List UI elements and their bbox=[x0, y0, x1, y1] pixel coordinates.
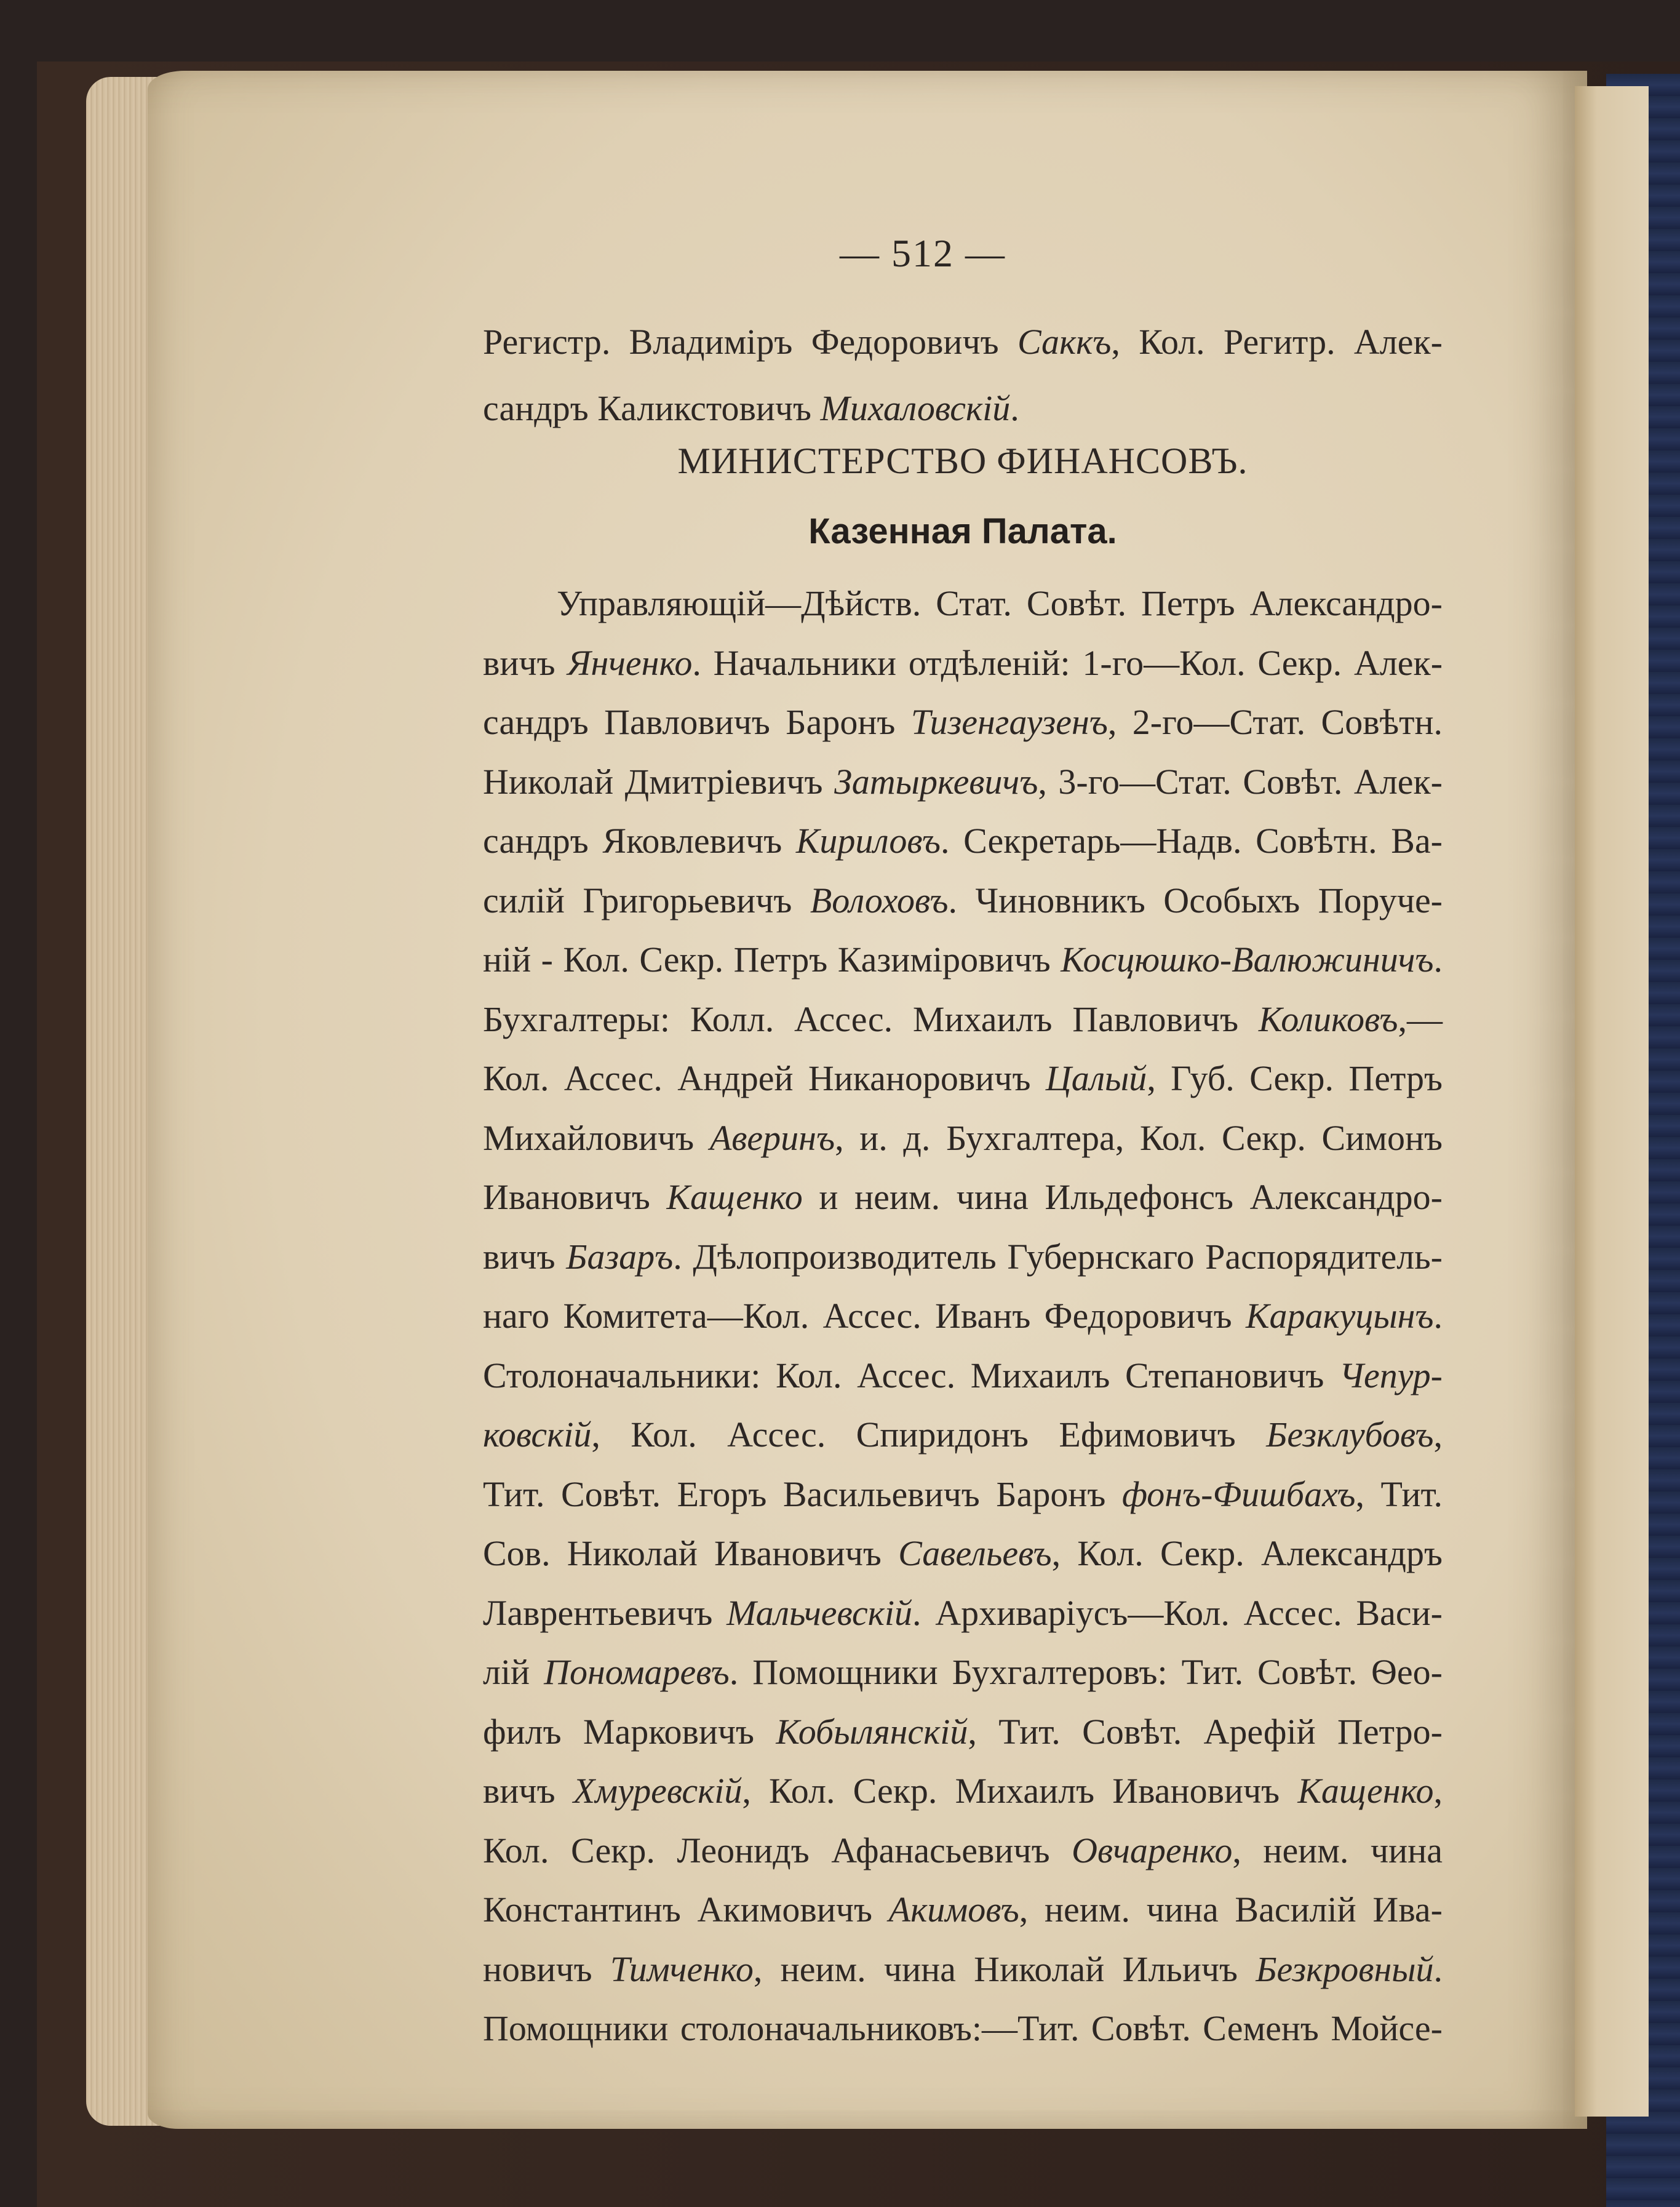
italic-surname: Затыркевичъ bbox=[834, 761, 1038, 802]
text-line bbox=[483, 1235, 1443, 1279]
italic-surname: Кащенко bbox=[666, 1177, 803, 1217]
italic-surname: Кириловъ bbox=[795, 821, 941, 861]
italic-surname: фонъ-Фишбахъ bbox=[1121, 1474, 1356, 1514]
text-run: . bbox=[1433, 940, 1443, 980]
text-run: . bbox=[1433, 1296, 1443, 1336]
text-run: Ивановичъ bbox=[483, 1177, 667, 1217]
italic-surname: Волоховъ bbox=[810, 880, 949, 920]
italic-surname: Безкровный bbox=[1256, 1949, 1434, 1989]
text-line bbox=[483, 1947, 1443, 1992]
text-run: , 3-го—Стат. Совѣт. Алек- bbox=[1038, 761, 1443, 802]
italic-surname: Коликовъ bbox=[1258, 999, 1398, 1039]
text-run: . Дѣлопроизводитель Губернскаго Распорядитель- bbox=[673, 1236, 1443, 1277]
facing-page-strip bbox=[1575, 86, 1649, 2117]
text-run: . Помощники Бухгалтеровъ: Тит. Совѣт. Ѳео- bbox=[729, 1652, 1443, 1692]
text-line bbox=[483, 1413, 1443, 1457]
text-run: , неим. чина bbox=[1232, 1830, 1443, 1870]
text-run: Кол. Ассес. Андрей Никаноровичъ bbox=[483, 1058, 1046, 1098]
text-run: филъ Марковичъ bbox=[483, 1711, 776, 1752]
text-line bbox=[483, 997, 1443, 1042]
text-line bbox=[483, 1056, 1443, 1101]
italic-surname: Тимченко bbox=[610, 1949, 754, 1989]
text-run: , Кол. Ассес. Спиридонъ Ефимовичъ bbox=[591, 1415, 1267, 1455]
text-run: Регистр. Владиміръ Федоровичъ bbox=[483, 322, 1017, 362]
text-run: , Тит. Совѣт. Арефій Петро- bbox=[968, 1711, 1443, 1752]
italic-surname: Михаловскій bbox=[820, 388, 1011, 428]
page-number: — 512 — bbox=[840, 231, 1006, 275]
text-run: , 2-го—Стат. Совѣтн. bbox=[1107, 702, 1443, 742]
text-run: , Кол. Секр. Александръ bbox=[1051, 1533, 1443, 1573]
text-line bbox=[483, 1175, 1443, 1219]
text-line bbox=[483, 1472, 1443, 1517]
text-run: ній - Кол. Секр. Петръ Казиміровичъ bbox=[483, 940, 1061, 980]
text-run: новичъ bbox=[483, 1949, 610, 1989]
ministry-heading: МИНИСТЕРСТВО ФИНАНСОВЪ. bbox=[677, 441, 1248, 481]
text-run: силій Григорьевичъ bbox=[483, 880, 810, 920]
italic-surname: Кащенко bbox=[1297, 1771, 1434, 1811]
text-run: ,— bbox=[1398, 999, 1443, 1039]
text-run: вичъ bbox=[483, 642, 568, 683]
italic-surname: Косцюшко-Валюжиничъ bbox=[1061, 940, 1434, 980]
text-run: вичъ bbox=[483, 1236, 567, 1277]
text-run: , bbox=[1433, 1415, 1443, 1455]
text-run: Управляющій—Дѣйств. Стат. Совѣт. Петръ Александро- bbox=[557, 583, 1443, 623]
text-line bbox=[483, 2006, 1443, 2051]
text-run: Константинъ Акимовичъ bbox=[483, 1890, 889, 1930]
text-line bbox=[483, 1650, 1443, 1694]
text-line bbox=[483, 1294, 1443, 1338]
text-run: . bbox=[1433, 1949, 1443, 1989]
text-line bbox=[483, 1531, 1443, 1576]
text-line bbox=[483, 1829, 1443, 1873]
text-run: и неим. чина Ильдефонсъ Александро- bbox=[802, 1177, 1443, 1217]
text-run: , неим. чина Николай Ильичъ bbox=[753, 1949, 1256, 1989]
italic-surname: Чепур- bbox=[1339, 1355, 1443, 1395]
text-run: Михайловичъ bbox=[483, 1117, 710, 1158]
text-line bbox=[483, 760, 1443, 804]
text-line bbox=[483, 938, 1443, 982]
text-run: лій bbox=[483, 1652, 544, 1692]
italic-surname: Овчаренко bbox=[1072, 1830, 1233, 1870]
text-run: Столоначальники: Кол. Ассес. Михаилъ Степановичъ bbox=[483, 1355, 1339, 1395]
italic-surname: Янченко bbox=[567, 642, 693, 683]
italic-surname: Хмуревскій bbox=[573, 1771, 742, 1811]
text-run: , Кол. Секр. Михаилъ Ивановичъ bbox=[742, 1771, 1298, 1811]
italic-surname: Тизенгаузенъ bbox=[910, 702, 1108, 742]
text-line bbox=[483, 641, 1443, 685]
italic-surname: Савельевъ bbox=[898, 1533, 1052, 1573]
text-line bbox=[483, 1354, 1443, 1398]
text-run: , и. д. Бухгалтера, Кол. Секр. Симонъ bbox=[835, 1117, 1443, 1158]
text-run: Сов. Николай Ивановичъ bbox=[483, 1533, 899, 1573]
text-run: . Чиновникъ Особыхъ Поруче- bbox=[948, 880, 1443, 920]
text-run: , неим. чина Василій Ива- bbox=[1019, 1890, 1443, 1930]
text-run: Кол. Секр. Леонидъ Афанасьевичъ bbox=[483, 1830, 1072, 1870]
italic-surname: Саккъ bbox=[1017, 322, 1112, 362]
italic-surname: ковскій bbox=[483, 1415, 592, 1455]
text-run: , bbox=[1433, 1771, 1443, 1811]
text-line bbox=[483, 1769, 1443, 1813]
text-run: вичъ bbox=[483, 1771, 573, 1811]
text-run: Лаврентьевичъ bbox=[483, 1592, 727, 1633]
text-line bbox=[483, 700, 1443, 744]
text-run: сандръ Каликстовичъ bbox=[483, 388, 821, 428]
section-heading: Казенная Палата. bbox=[808, 511, 1117, 551]
italic-surname: Цалый bbox=[1045, 1058, 1147, 1098]
text-run: Помощники столоначальниковъ:—Тит. Совѣт. Семенъ Мойсе- bbox=[483, 2008, 1443, 2048]
text-run: Тит. Совѣт. Егоръ Васильевичъ Баронъ bbox=[483, 1474, 1122, 1514]
text-line bbox=[483, 1591, 1443, 1635]
italic-surname: Кобылянскій bbox=[776, 1711, 968, 1752]
italic-surname: Мальчевскій bbox=[727, 1592, 912, 1633]
text-line bbox=[483, 819, 1443, 863]
italic-surname: Каракуцынъ bbox=[1245, 1296, 1434, 1336]
text-run: . bbox=[1010, 388, 1019, 428]
text-run: . Начальники отдѣленій: 1-го—Кол. Секр. Алек- bbox=[692, 642, 1443, 683]
text-run: Николай Дмитріевичъ bbox=[483, 761, 835, 802]
text-line bbox=[483, 1116, 1443, 1160]
text-run: , Тит. bbox=[1355, 1474, 1443, 1514]
text-run: наго Комитета—Кол. Ассес. Иванъ Федоровичъ bbox=[483, 1296, 1246, 1336]
text-run: . Секретарь—Надв. Совѣтн. Ва- bbox=[940, 821, 1443, 861]
text-line bbox=[483, 1710, 1443, 1754]
italic-surname: Аверинъ bbox=[709, 1117, 835, 1158]
text-run: . Архиваріусъ—Кол. Ассес. Васи- bbox=[912, 1592, 1443, 1633]
text-line bbox=[483, 879, 1443, 923]
text-line bbox=[483, 320, 1443, 364]
text-line bbox=[483, 581, 1443, 626]
italic-surname: Пономаревъ bbox=[544, 1652, 730, 1692]
text-line bbox=[483, 1888, 1443, 1932]
italic-surname: Базаръ bbox=[566, 1236, 674, 1277]
italic-surname: Акимовъ bbox=[888, 1890, 1019, 1930]
text-run: , Кол. Регитр. Алек- bbox=[1111, 322, 1443, 362]
text-run: , Губ. Секр. Петръ bbox=[1147, 1058, 1443, 1098]
text-run: Бухгалтеры: Колл. Ассес. Михаилъ Павловичъ bbox=[483, 999, 1259, 1039]
text-run: сандръ Павловичъ Баронъ bbox=[483, 702, 911, 742]
italic-surname: Безклубовъ bbox=[1266, 1415, 1434, 1455]
text-run: сандръ Яковлевичъ bbox=[483, 821, 796, 861]
text-line bbox=[483, 386, 1443, 431]
